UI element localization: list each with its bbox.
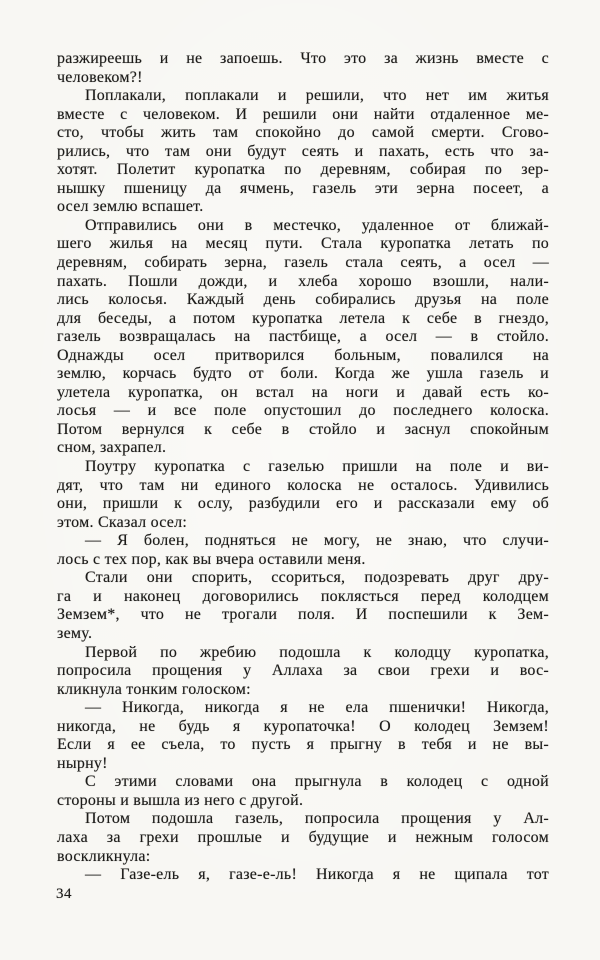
text-line: га и наконец договорились поклясться перед колодцем [57,587,549,605]
text-line: Поплакали, поплакали и решили, что нет им житья [85,87,549,105]
page-number: 34 [56,886,72,902]
text-line: — Газе-ель я, газе-е-ль! Никогда я не щипала тот [85,866,549,884]
text-line: этом. Сказал осел: [57,513,188,531]
text-line: газель возвращалась на пастбище, а осел — в стойло. [57,328,549,346]
text-line: хотят. Полетит куропатка по деревням, собирая по зер- [57,161,549,179]
text-line: разжиреешь и не запоешь. Что это за жизнь вместе с [57,50,549,67]
text-line: лосья — и все поле опустошил до последнего колоска. [57,402,549,420]
text-line: землю, корчась будто от боли. Когда же ушла газель и [57,365,549,383]
text-line: Потом подошла газель, попросила прощения у Ал- [85,810,549,828]
text-line: Стали они спорить, ссориться, подозревать друг дру- [85,569,549,587]
text-line: Если я ее съела, то пусть я прыгну в тебя и не вы- [57,736,549,754]
text-line: попросила прощения у Аллаха за свои грехи и вос- [57,662,549,680]
text-line: Отправились они в местечко, удаленное от ближай- [85,216,549,234]
text-line: человеком?! [57,68,143,86]
text-line: вместе с человеком. И решили они найти отдаленное ме- [57,105,549,123]
text-line: зему. [57,624,93,642]
text-line: никогда, не будь я куропаточка! О колодец Земзем! [57,717,549,735]
text-line: Первой по жребию подошла к колодцу куропатка, [85,643,549,661]
text-line: пахать. Пошли дожди, и хлеба хорошо взошли, нали- [57,272,549,290]
text-line: шего жилья на месяц пути. Стала куропатка летать по [57,235,549,253]
text-line: дят, что там ни единого колоска не осталось. Удивились [57,476,549,494]
text-line: — Никогда, никогда я не ела пшенички! Никогда, [85,699,549,717]
text-line: стороны и вышла из него с другой. [57,791,304,809]
text-line: С этими словами она прыгнула в колодец с одной [85,773,549,791]
text-line: нышку пшеницу да ячмень, газель эти зерна посеет, а [57,179,549,197]
text-line: нырну! [57,754,108,772]
text-line: улетела куропатка, он встал на ноги и давай есть ко- [57,383,549,401]
text-line: кликнула тонким голоском: [57,680,251,698]
text-line: деревням, собирать зерна, газель стала сеять, а осел — [57,254,549,272]
text-block [57,50,549,885]
text-line: лось с тех пор, как вы вчера оставили меня. [57,550,366,568]
text-line: лаха за грехи прошлые и будущие и нежным голосом [57,828,549,846]
text-line: воскликнула: [57,847,151,865]
text-line: Поутру куропатка с газелью пришли на поле и ви- [85,458,549,476]
text-line: рились, что там они будут сеять и пахать, есть что за- [57,142,549,160]
text-line: лись колосья. Каждый день собирались друзья на поле [57,291,549,309]
text-line: Земзем*, что не трогали поля. И поспешили к Зем- [57,606,549,624]
text-line: они, пришли к ослу, разбудили его и рассказали ему об [57,495,549,513]
text-line: осел землю вспашет. [57,198,204,216]
text-line: — Я болен, подняться не могу, не знаю, что случи- [85,532,549,550]
text-line: сном, захрапел. [57,439,167,457]
text-line: Потом вернулся к себе в стойло и заснул спокойным [57,420,549,438]
text-line: для беседы, а потом куропатка летела к себе в гнездо, [57,309,549,327]
text-line: Однажды осел притворился больным, повалился на [57,346,549,364]
text-line: сто, чтобы жить там спокойно до самой смерти. Сгово- [57,124,549,142]
